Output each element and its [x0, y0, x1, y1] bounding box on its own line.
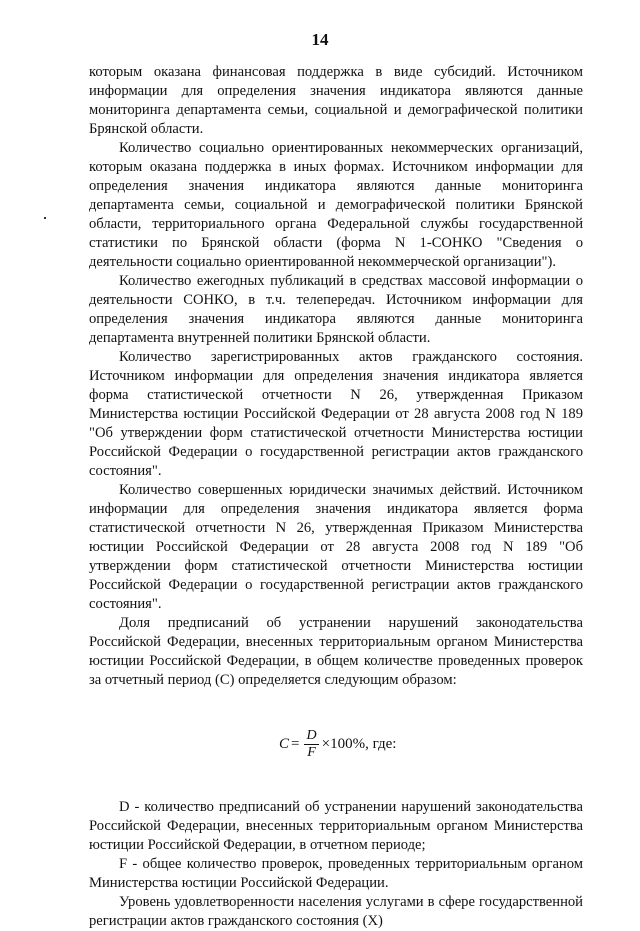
paragraph-satisfaction-level: Уровень удовлетворенности населения услугами в сфере государственной регистрации актов гражданского состояния (Х)	[89, 894, 583, 929]
paragraph-other-support-forms: Количество социально ориентированных некоммерческих организаций, которым оказана поддержка в иных формах. Источником информации для определения значения индикатора являются данные мониторинга департамента семьи, социальной и демографической политики Брянской области, территориального органа Федеральной службы государственной статистики по Брянской области (форма N 1-СОНКО "Сведения о деятельности социально ориентированной некоммерческой организации").	[89, 140, 583, 270]
paragraph-legal-actions: Количество совершенных юридически значимых действий. Источником информации для определения значения индикатора является форма статистической отчетности N 26, утвержденная Приказом Министерства юстиции Российской Федерации от 28 августа 2008 год N 189 "Об утверждении форм статистической отчетности Министерства юстиции Российской Федерации о государственной регистрации актов гражданского состояния".	[89, 482, 583, 612]
page-number: 14	[311, 30, 329, 49]
scan-dot-mark	[44, 217, 46, 219]
paragraph-prescriptions-share: Доля предписаний об устранении нарушений законодательства Российской Федерации, внесенных территориальным органом Министерства юстиции Российской Федерации, в общем количестве проведенных проверок за отчетный период (С) определяется следующим образом:	[89, 615, 583, 688]
definition-d: D - количество предписаний об устранении нарушений законодательства Российской Федерации, внесенных территориальным органом Министерства юстиции Российской Федерации, в отчетном периоде;	[89, 799, 583, 853]
formula-fraction	[304, 728, 318, 761]
paragraph-subsidy-support: которым оказана финансовая поддержка в виде субсидий. Источником информации для определения значения индикатора являются данные мониторинга департамента семьи, социальной и демографической политики Брянской области.	[89, 64, 583, 137]
formula-lhs: C	[279, 735, 290, 752]
formula-suffix: , где:	[365, 735, 397, 752]
paragraph-media-publications: Количество ежегодных публикаций в средствах массовой информации о деятельности СОНКО, в т.ч. телепередач. Источником информации для определения значения индикатора являются данные мониторинга департамента внутренней политики Брянской области.	[89, 273, 583, 346]
formula-numerator: D	[306, 727, 317, 743]
document-body	[89, 63, 583, 931]
paragraph-registered-acts: Количество зарегистрированных актов гражданского состояния. Источником информации для определения значения индикатора является форма статистической отчетности N 26, утвержденная Приказом Министерства юстиции Российской Федерации от 28 августа 2008 год N 189 "Об утверждении форм статистической отчетности Министерства юстиции Российской Федерации о государственной регистрации актов гражданского состояния".	[89, 349, 583, 479]
formula-equals: =	[291, 735, 300, 752]
definition-f: F - общее количество проверок, проведенных территориальным органом Министерства юстиции Российской Федерации.	[89, 856, 583, 891]
formula-denominator: F	[307, 744, 316, 760]
formula	[279, 720, 583, 768]
formula-multiplier: ×100%	[321, 735, 366, 752]
